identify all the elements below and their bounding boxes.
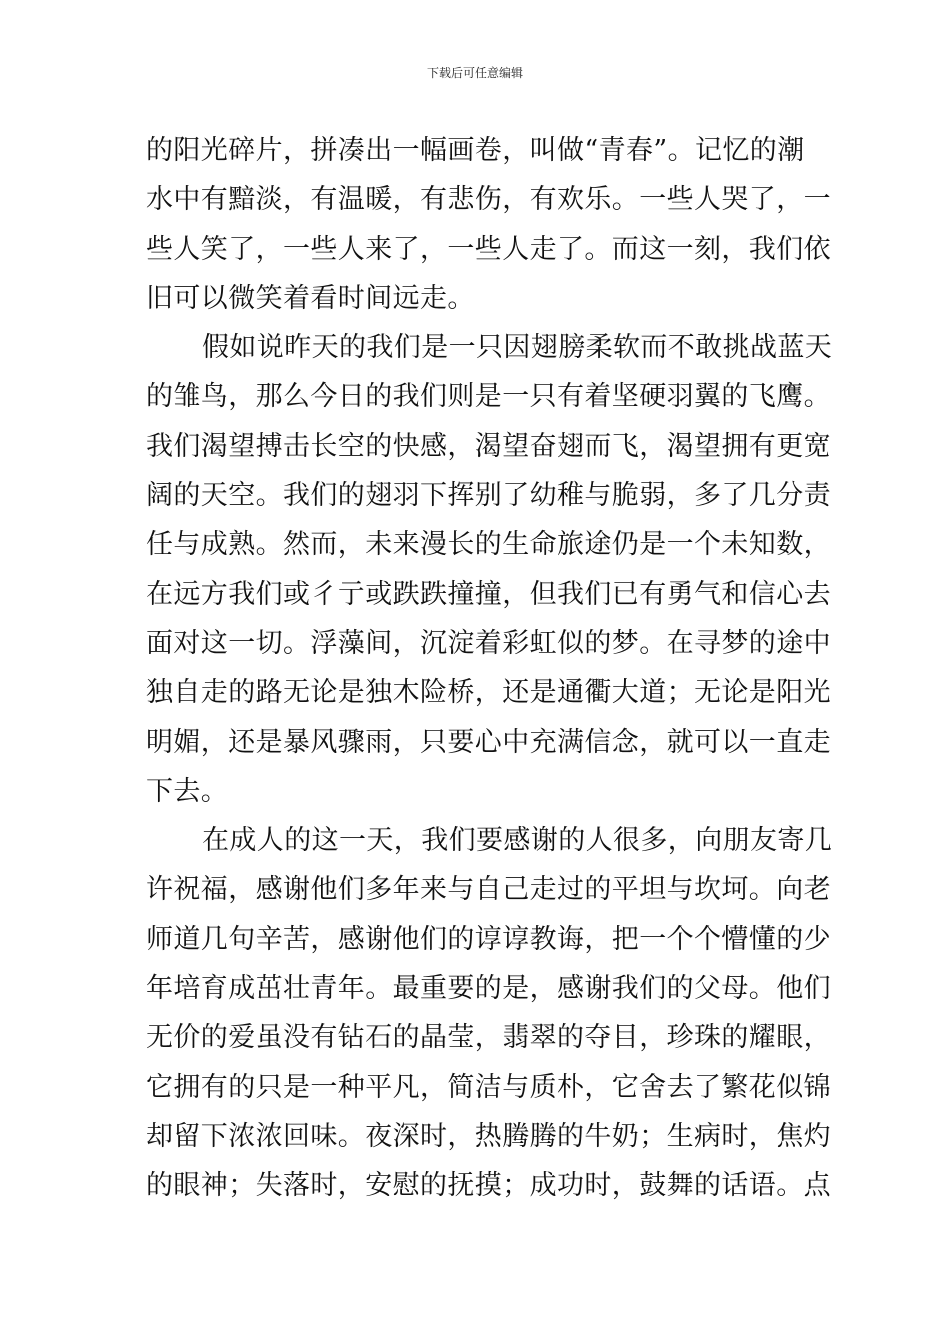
text-line: 下去。 — [146, 775, 229, 807]
text-line: 许祝福，感谢他们多年来与自己走过的平坦与坎坷。向老 — [146, 874, 831, 906]
text-line: 明媚，还是暴风骤雨，只要心中充满信念，就可以一直走 — [146, 726, 831, 758]
text-line: 水中有黯淡，有温暖，有悲伤，有欢乐。一些人哭了，一 — [146, 184, 831, 216]
text-line: 却留下浓浓回味。夜深时，热腾腾的牛奶；生病时，焦灼 — [146, 1120, 831, 1152]
text-line: 的阳光碎片，拼凑出一幅画卷，叫做“青春”。记忆的潮 — [146, 135, 805, 166]
text-line: 的眼神；失落时，安慰的抚摸；成功时，鼓舞的话语。点 — [146, 1170, 831, 1202]
text-line: 独自走的路无论是独木险桥，还是通衢大道；无论是阳光 — [146, 677, 831, 709]
paragraph-first-line: 在成人的这一天，我们要感谢的人很多，向朋友寄几 — [202, 825, 833, 857]
text-line: 我们渴望搏击长空的快感，渴望奋翅而飞，渴望拥有更宽 — [146, 430, 831, 462]
text-line: 任与成熟。然而，未来漫长的生命旅途仍是一个未知数， — [146, 529, 831, 561]
text-line: 面对这一切。浮藻间，沉淀着彩虹似的梦。在寻梦的途中 — [146, 627, 831, 659]
document-body — [146, 126, 833, 1211]
text-line: 些人笑了，一些人来了，一些人走了。而这一刻，我们依 — [146, 233, 831, 265]
text-line: 年培育成茁壮青年。最重要的是，感谢我们的父母。他们 — [146, 973, 831, 1005]
page-header: 下载后可任意编辑 — [426, 66, 523, 80]
text-line: 在远方我们或彳亍或跌跌撞撞，但我们已有勇气和信心去 — [146, 578, 831, 610]
text-line: 它拥有的只是一种平凡，简洁与质朴，它舍去了繁花似锦 — [146, 1071, 831, 1103]
text-line: 的雏鸟，那么今日的我们则是一只有着坚硬羽翼的飞鹰。 — [146, 381, 831, 413]
text-line: 师道几句辛苦，感谢他们的谆谆教诲，把一个个懵懂的少 — [146, 923, 831, 955]
text-line: 无价的爱虽没有钻石的晶莹，翡翠的夺目，珍珠的耀眼， — [146, 1022, 831, 1054]
paragraph-first-line: 假如说昨天的我们是一只因翅膀柔软而不敢挑战蓝天 — [202, 332, 833, 364]
text-line: 阔的天空。我们的翅羽下挥别了幼稚与脆弱，多了几分责 — [146, 480, 831, 512]
text-line: 旧可以微笑着看时间远走。 — [146, 282, 475, 314]
